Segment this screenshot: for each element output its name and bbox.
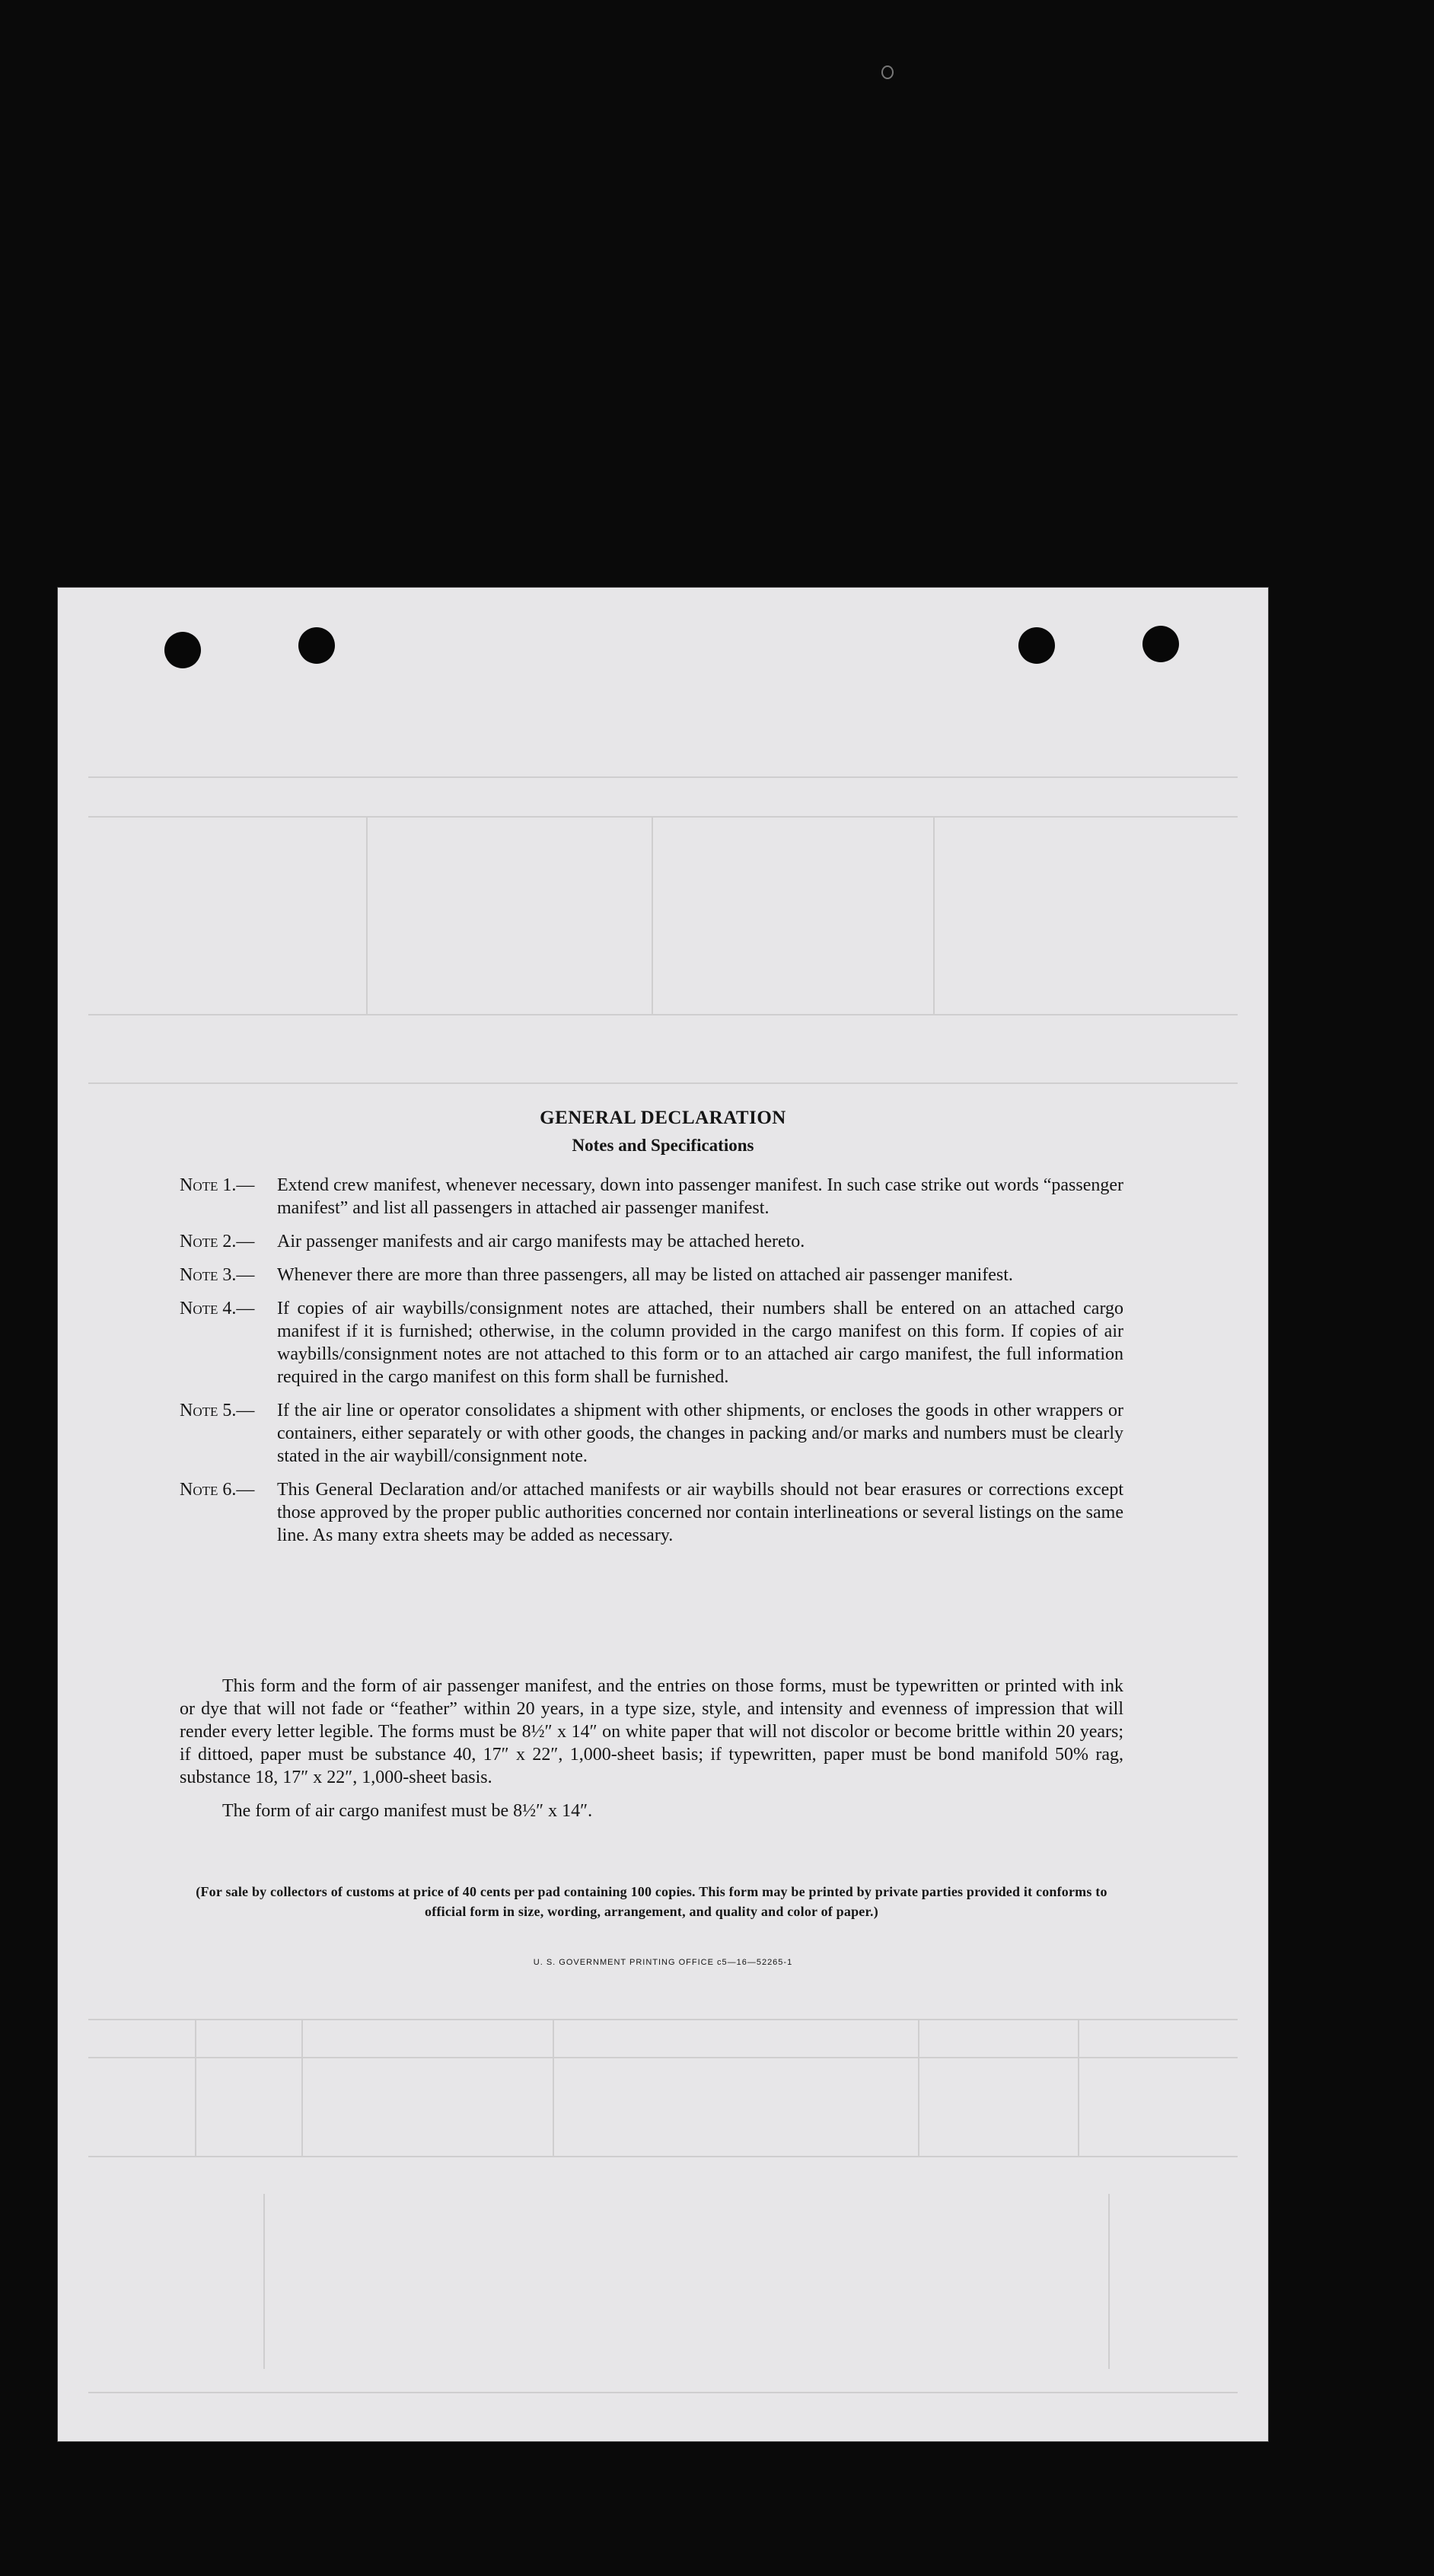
document-title: GENERAL DECLARATION — [540, 1108, 786, 1128]
sale-notice: (For sale by collectors of customs at price of 40 cents per pad containing 100 copies. This form may be printed by private parties provided it conforms to official form in size, wording, arrangement, and quality and color of paper.) — [196, 1884, 1107, 1919]
note-label: Note 1.— — [180, 1175, 255, 1195]
note-6 — [180, 1478, 1123, 1547]
note-text: If the air line or operator consolidates a shipment with other shipments, or encloses the goods in other wrappers or containers, either separately or with other goods, the changes in packing and/or marks and numbers must be clearly stated in the air waybill/consignment note. — [277, 1401, 1123, 1466]
punch-hole — [164, 632, 201, 668]
note-label: Note 4.— — [180, 1299, 255, 1318]
note-text: This General Declaration and/or attached manifests or air waybills should not bear erasures or corrections except those approved by the proper public authorities concerned nor contain interlineations or several listings on the same line. As many extra sheets may be added as necessary. — [277, 1480, 1123, 1545]
scan-mark — [881, 65, 894, 79]
note-text: Whenever there are more than three passengers, all may be listed on attached air passenger manifest. — [277, 1265, 1013, 1285]
note-4 — [180, 1297, 1123, 1388]
specification-paragraph: This form and the form of air passenger manifest, and the entries on those forms, must be typewritten or printed with ink or dye that will not fade or “feather” within 20 years, in a type size, style, and intensity and evenness of impression that will render every letter legible. The forms must be 8½″ x 14″ on white paper that will not discolor or become brittle within 20 years; if dittoed, paper must be substance 40, 17″ x 22″, 1,000-sheet basis; if typewritten, paper must be bond manifold 50% rag, substance 18, 17″ x 22″, 1,000-sheet basis. — [180, 1676, 1123, 1787]
note-text: Air passenger manifests and air cargo manifests may be attached hereto. — [277, 1232, 805, 1251]
note-label: Note 5.— — [180, 1401, 255, 1420]
note-5 — [180, 1399, 1123, 1468]
punch-hole — [1142, 626, 1179, 662]
note-3 — [180, 1264, 1123, 1286]
note-text: If copies of air waybills/consignment notes are attached, their numbers shall be entered on an attached cargo manifest if it is furnished; otherwise, in the column provided in the cargo manifest on this form. If copies of air waybills/consignment notes are not attached to this form or to an attached air cargo manifest, the full information required in the cargo manifest on this form shall be furnished. — [277, 1299, 1123, 1387]
note-text: Extend crew manifest, whenever necessary, down into passenger manifest. In such case strike out words “passenger manifest” and list all passengers in attached air passenger manifest. — [277, 1175, 1123, 1218]
note-label: Note 3.— — [180, 1265, 255, 1285]
punch-hole — [1018, 627, 1055, 664]
printer-imprint: U. S. GOVERNMENT PRINTING OFFICE c5—16—52265-1 — [533, 1958, 793, 1967]
cargo-manifest-size-line: The form of air cargo manifest must be 8½″ x 14″. — [222, 1801, 593, 1821]
punch-hole — [298, 627, 335, 664]
document-subtitle: Notes and Specifications — [572, 1136, 754, 1155]
note-1 — [180, 1174, 1123, 1219]
notes-list — [180, 1174, 1123, 1557]
note-2 — [180, 1230, 1123, 1253]
note-label: Note 6.— — [180, 1480, 255, 1500]
note-label: Note 2.— — [180, 1232, 255, 1251]
document-page — [58, 588, 1268, 2441]
